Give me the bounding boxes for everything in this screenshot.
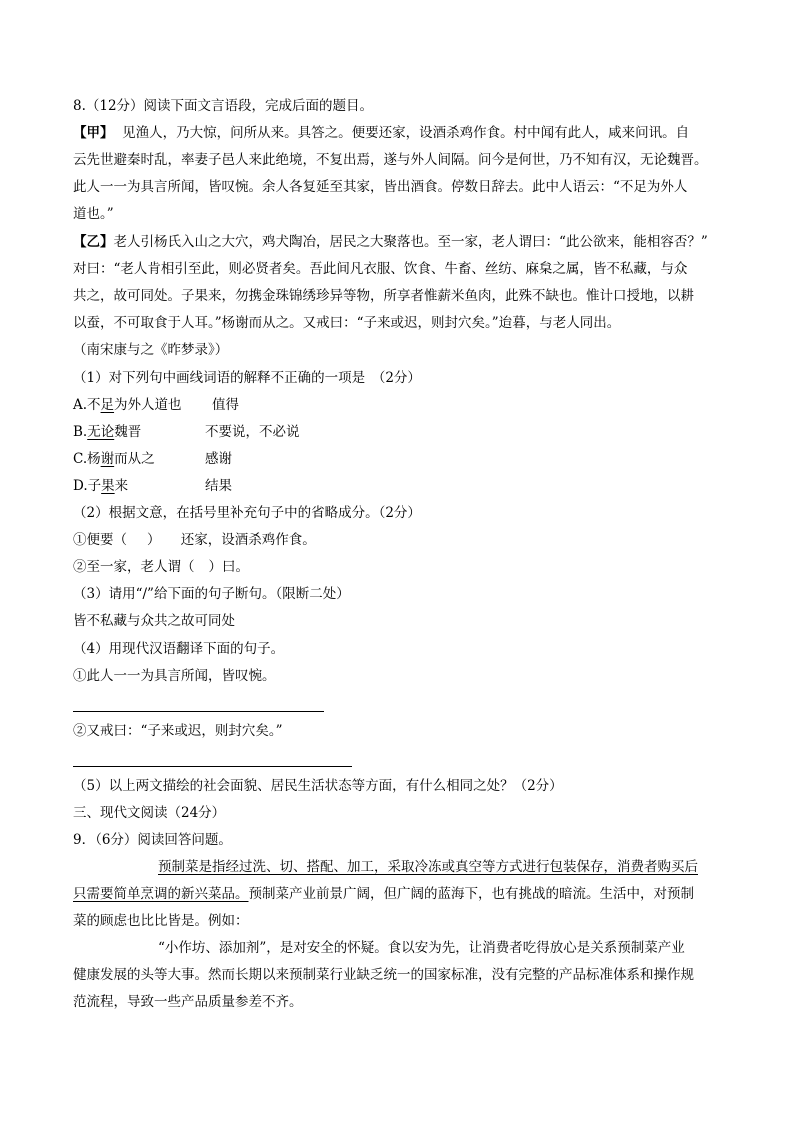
- sub4-sentence-1: ①此人一一为具言所闻，皆叹惋。: [73, 668, 276, 684]
- jia-line-2: 云先世避秦时乱，率妻子邑人来此绝境，不复出焉，遂与外人间隔。问今是何世，乃不知有汉，无论魏晋。: [73, 152, 708, 168]
- jia-line-4: 道也。”: [73, 206, 114, 222]
- yi-line-2: 对曰：“老人肯相引至此，则必贤者矣。吾此间凡衣服、饮食、牛畜、丝纺、麻枲之属，皆不私藏，与众: [73, 261, 688, 277]
- yi-label: 【乙】: [73, 234, 114, 250]
- sub1-question: （1）对下列句中画线词语的解释不正确的一项是 （2分）: [73, 370, 421, 386]
- yi-line-1: 【乙】老人引杨氏入山之大穴，鸡犬陶冶，居民之大聚落也。至一家，老人谓曰：“此公欲来，能相容否？”: [73, 234, 708, 250]
- jia-line-1: 【甲】 见渔人，乃大惊，问所从来。具答之。便要还家，设酒杀鸡作食。村中闻有此人，咸来问讯。自: [73, 125, 690, 141]
- section-3-heading: 三、现代文阅读（24分）: [73, 805, 226, 821]
- q9-p1-line-1: 预制菜是指经过洗、切、搭配、加工，采取冷冻或真空等方式进行包装保存，消费者购买后: [158, 859, 698, 875]
- answer-line-1[interactable]: [73, 711, 324, 712]
- q9-p1-line-3: 菜的顾虑也比比皆是。例如：: [73, 913, 249, 929]
- jia-label: 【甲】: [73, 125, 114, 141]
- sub2-item-2: ②至一家，老人谓（ ）曰。: [73, 559, 249, 575]
- option-a: A.不足为外人道也 值得: [73, 397, 239, 413]
- q9-p2-line-1: “小作坊、添加剂”，是对安全的怀疑。食以安为先，让消费者吃得放心是关系预制菜产业: [158, 940, 685, 956]
- sub2-item-1: ①便要（ ） 还家，设酒杀鸡作食。: [73, 532, 316, 548]
- q9-header: 9．（6分）阅读回答问题。: [73, 832, 232, 848]
- source-citation: （南宋康与之《昨梦录》）: [73, 342, 229, 358]
- q8-header: 8.（12分）阅读下面文言语段，完成后面的题目。: [73, 98, 374, 114]
- sub4-question: （4）用现代汉语翻译下面的句子。: [73, 641, 285, 657]
- q9-p2-line-3: 范流程，导致一些产品质量参差不齐。: [73, 994, 303, 1010]
- q9-p1-line-2: 只需要简单烹调的新兴菜品。预制菜产业前景广阔，但广阔的蓝海下，也有挑战的暗流。生活中，对预制: [73, 886, 694, 902]
- q9-p2-line-2: 健康发展的头等大事。然而长期以来预制菜行业缺乏统一的国家标准，没有完整的产品标准体系和操作规: [73, 967, 694, 983]
- answer-line-2[interactable]: [73, 766, 352, 767]
- option-c: C.杨谢而从之 感谢: [73, 451, 232, 467]
- sub5-question: （5）以上两文描绘的社会面貌、居民生活状态等方面，有什么相同之处？（2分）: [73, 778, 563, 794]
- yi-line-3: 共之，故可同处。子果来，勿携金珠锦绣珍异等物，所享者惟薪米鱼肉，此殊不缺也。惟计口授地，以耕: [73, 288, 694, 304]
- sub2-question: （2）根据文意，在括号里补充句子中的省略成分。（2分）: [73, 505, 421, 521]
- sub3-question: （3）请用“/”给下面的句子断句。（限断二处）: [73, 586, 350, 602]
- yi-line-4: 以蚕，不可取食于人耳。”杨谢而从之。又戒曰：“子来或迟，则封穴矣。”迨暮，与老人同出。: [73, 315, 621, 331]
- jia-line-3: 此人一一为具言所闻，皆叹惋。余人各复延至其家，皆出酒食。停数日辞去。此中人语云：“不足为外人: [73, 179, 688, 195]
- option-b: B.无论魏晋 不要说，不必说: [73, 424, 300, 440]
- sub3-sentence: 皆不私藏与众共之故可同处: [73, 613, 235, 629]
- sub4-sentence-2: ②又戒曰：“子来或迟，则封穴矣。”: [73, 723, 283, 739]
- option-d: D.子果来 结果: [73, 478, 232, 494]
